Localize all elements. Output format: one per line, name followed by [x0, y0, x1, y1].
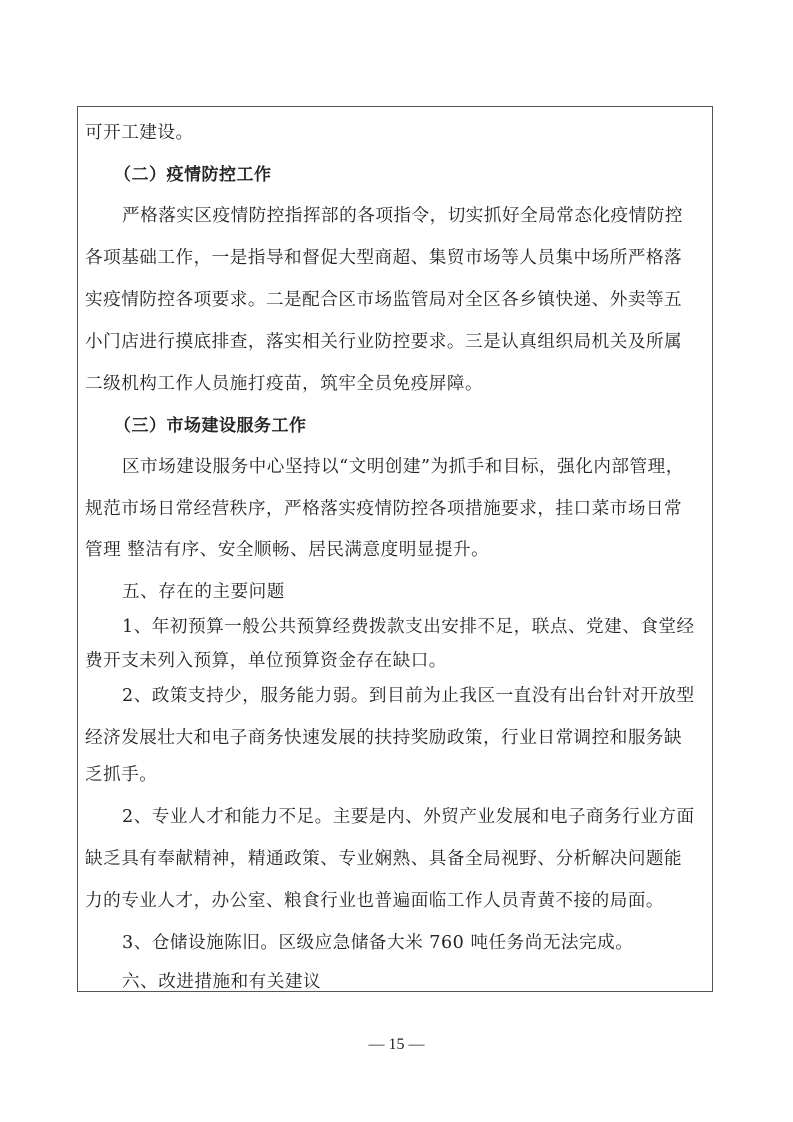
text-line: 2、专业人才和能力不足。主要是内、外贸产业发展和电子商务行业方面: [122, 807, 695, 827]
content-frame: [77, 106, 713, 992]
text-line: 可开工建设。: [85, 123, 194, 143]
text-line: 严格落实区疫情防控指挥部的各项指令，切实抓好全局常态化疫情防控: [122, 206, 683, 226]
section-heading-epidemic: （二）疫情防控工作: [114, 165, 272, 185]
text-line: 缺乏具有奉献精神，精通政策、专业娴熟、具备全局视野、分析解决问题能: [85, 849, 683, 869]
text-line: 力的专业人才，办公室、粮食行业也普遍面临工作人员青黄不接的局面。: [85, 891, 665, 911]
text-line: 乏抓手。: [85, 765, 158, 785]
text-line: 3、仓储设施陈旧。区级应急储备大米 760 吨任务尚无法完成。: [122, 933, 634, 953]
page-number: — 15 —: [368, 1036, 425, 1053]
text-line: 管理 整洁有序、安全顺畅、居民满意度明显提升。: [85, 540, 490, 560]
text-line: 小门店进行摸底排查，落实相关行业防控要求。三是认真组织局机关及所属: [85, 332, 683, 352]
section-heading-market: （三）市场建设服务工作: [114, 416, 307, 436]
text-line: 各项基础工作，一是指导和督促大型商超、集贸市场等人员集中场所严格落: [85, 248, 683, 268]
section-heading-problems: 五、存在的主要问题: [122, 582, 285, 602]
text-line: 1、年初预算一般公共预算经费拨款支出安排不足，联点、党建、食堂经: [122, 617, 695, 637]
text-line: 2、政策支持少，服务能力弱。到目前为止我区一直没有出台针对开放型: [122, 686, 695, 706]
text-line: 实疫情防控各项要求。二是配合区市场监管局对全区各乡镇快递、外卖等五: [85, 290, 683, 310]
text-line: 区市场建设服务中心坚持以“文明创建”为抓手和目标，强化内部管理，: [122, 457, 684, 477]
section-heading-improvements: 六、改进措施和有关建议: [122, 972, 322, 992]
text-line: 规范市场日常经营秩序，严格落实疫情防控各项措施要求，挂口菜市场日常: [85, 499, 683, 519]
text-line: 二级机构工作人员施打疫苗，筑牢全员免疫屏障。: [85, 374, 484, 394]
text-line: 费开支未列入预算，单位预算资金存在缺口。: [85, 651, 447, 671]
text-line: 经济发展壮大和电子商务快速发展的扶持奖励政策，行业日常调控和服务缺: [85, 728, 683, 748]
